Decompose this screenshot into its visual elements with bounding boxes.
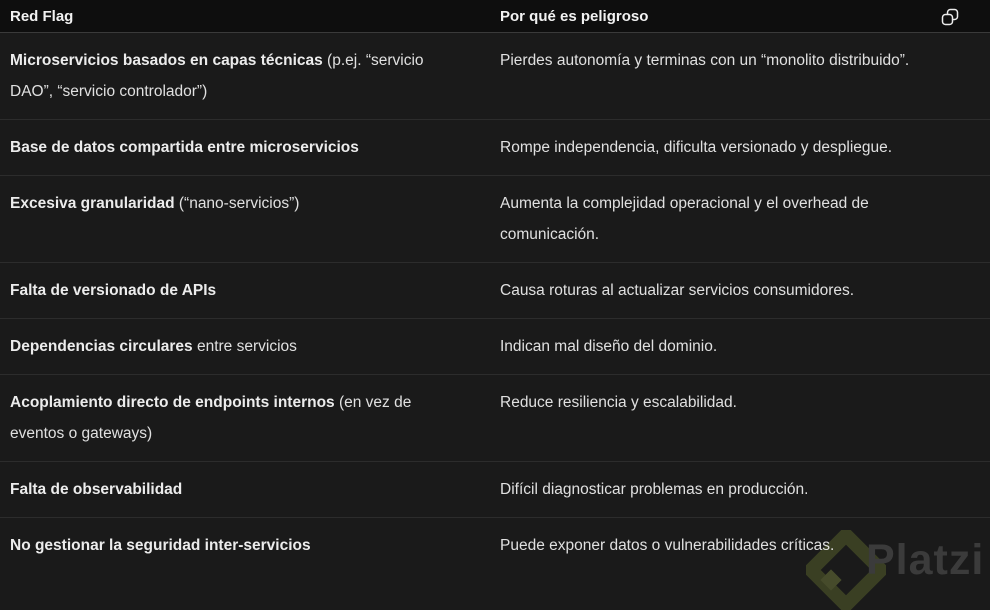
red-flag-term: Falta de versionado de APIs [10, 282, 217, 299]
red-flag-term: Microservicios basados en capas técnicas [10, 52, 323, 69]
red-flag-detail: entre servicios [192, 338, 297, 355]
table-row [0, 263, 990, 319]
why-dangerous-cell: Causa roturas al actualizar servicios consumidores. [500, 282, 855, 299]
red-flag-cell [0, 518, 490, 573]
why-dangerous-cell: Pierdes autonomía y terminas con un “monolito distribuido”. [500, 52, 910, 69]
platzi-watermark-label: Platzi [866, 536, 985, 584]
table-header-row [0, 0, 990, 33]
why-dangerous-cell: Puede exponer datos o vulnerabilidades críticas. [500, 537, 835, 554]
red-flag-term: Dependencias circulares [10, 338, 193, 355]
red-flag-cell [0, 176, 490, 262]
red-flag-cell [0, 33, 490, 119]
red-flag-term: Base de datos compartida entre microservicios [10, 139, 359, 156]
copy-icon [940, 7, 960, 27]
table-row [0, 462, 990, 518]
red-flag-term: No gestionar la seguridad inter-servicios [10, 537, 311, 554]
red-flag-cell [0, 120, 490, 175]
table-row [0, 319, 990, 375]
red-flag-cell [0, 462, 490, 517]
why-dangerous-cell: Difícil diagnosticar problemas en producción. [500, 481, 809, 498]
why-dangerous-cell: Aumenta la complejidad operacional y el overhead de comunicación. [500, 195, 869, 243]
red-flag-cell [0, 375, 490, 461]
table-row [0, 518, 990, 573]
why-dangerous-cell: Indican mal diseño del dominio. [500, 338, 718, 355]
red-flag-detail: (en vez de eventos o gateways) [10, 394, 412, 442]
red-flag-cell [0, 263, 490, 318]
table-row [0, 176, 990, 263]
table-row [0, 120, 990, 176]
copy-table-button[interactable] [939, 6, 961, 28]
red-flag-term: Excesiva granularidad [10, 195, 175, 212]
table-row [0, 33, 990, 120]
red-flag-detail: (p.ej. “servicio DAO”, “servicio controlador”) [10, 52, 424, 100]
column-header-red-flag: Red Flag [10, 8, 74, 25]
why-dangerous-cell: Reduce resiliencia y escalabilidad. [500, 394, 737, 411]
red-flag-term: Falta de observabilidad [10, 481, 183, 498]
why-dangerous-cell: Rompe independencia, dificulta versionado y despliegue. [500, 139, 893, 156]
red-flag-term: Acoplamiento directo de endpoints internos [10, 394, 335, 411]
column-header-why-dangerous: Por qué es peligroso [500, 8, 649, 25]
table-row [0, 375, 990, 462]
red-flag-detail: (“nano-servicios”) [174, 195, 300, 212]
red-flag-cell [0, 319, 490, 374]
